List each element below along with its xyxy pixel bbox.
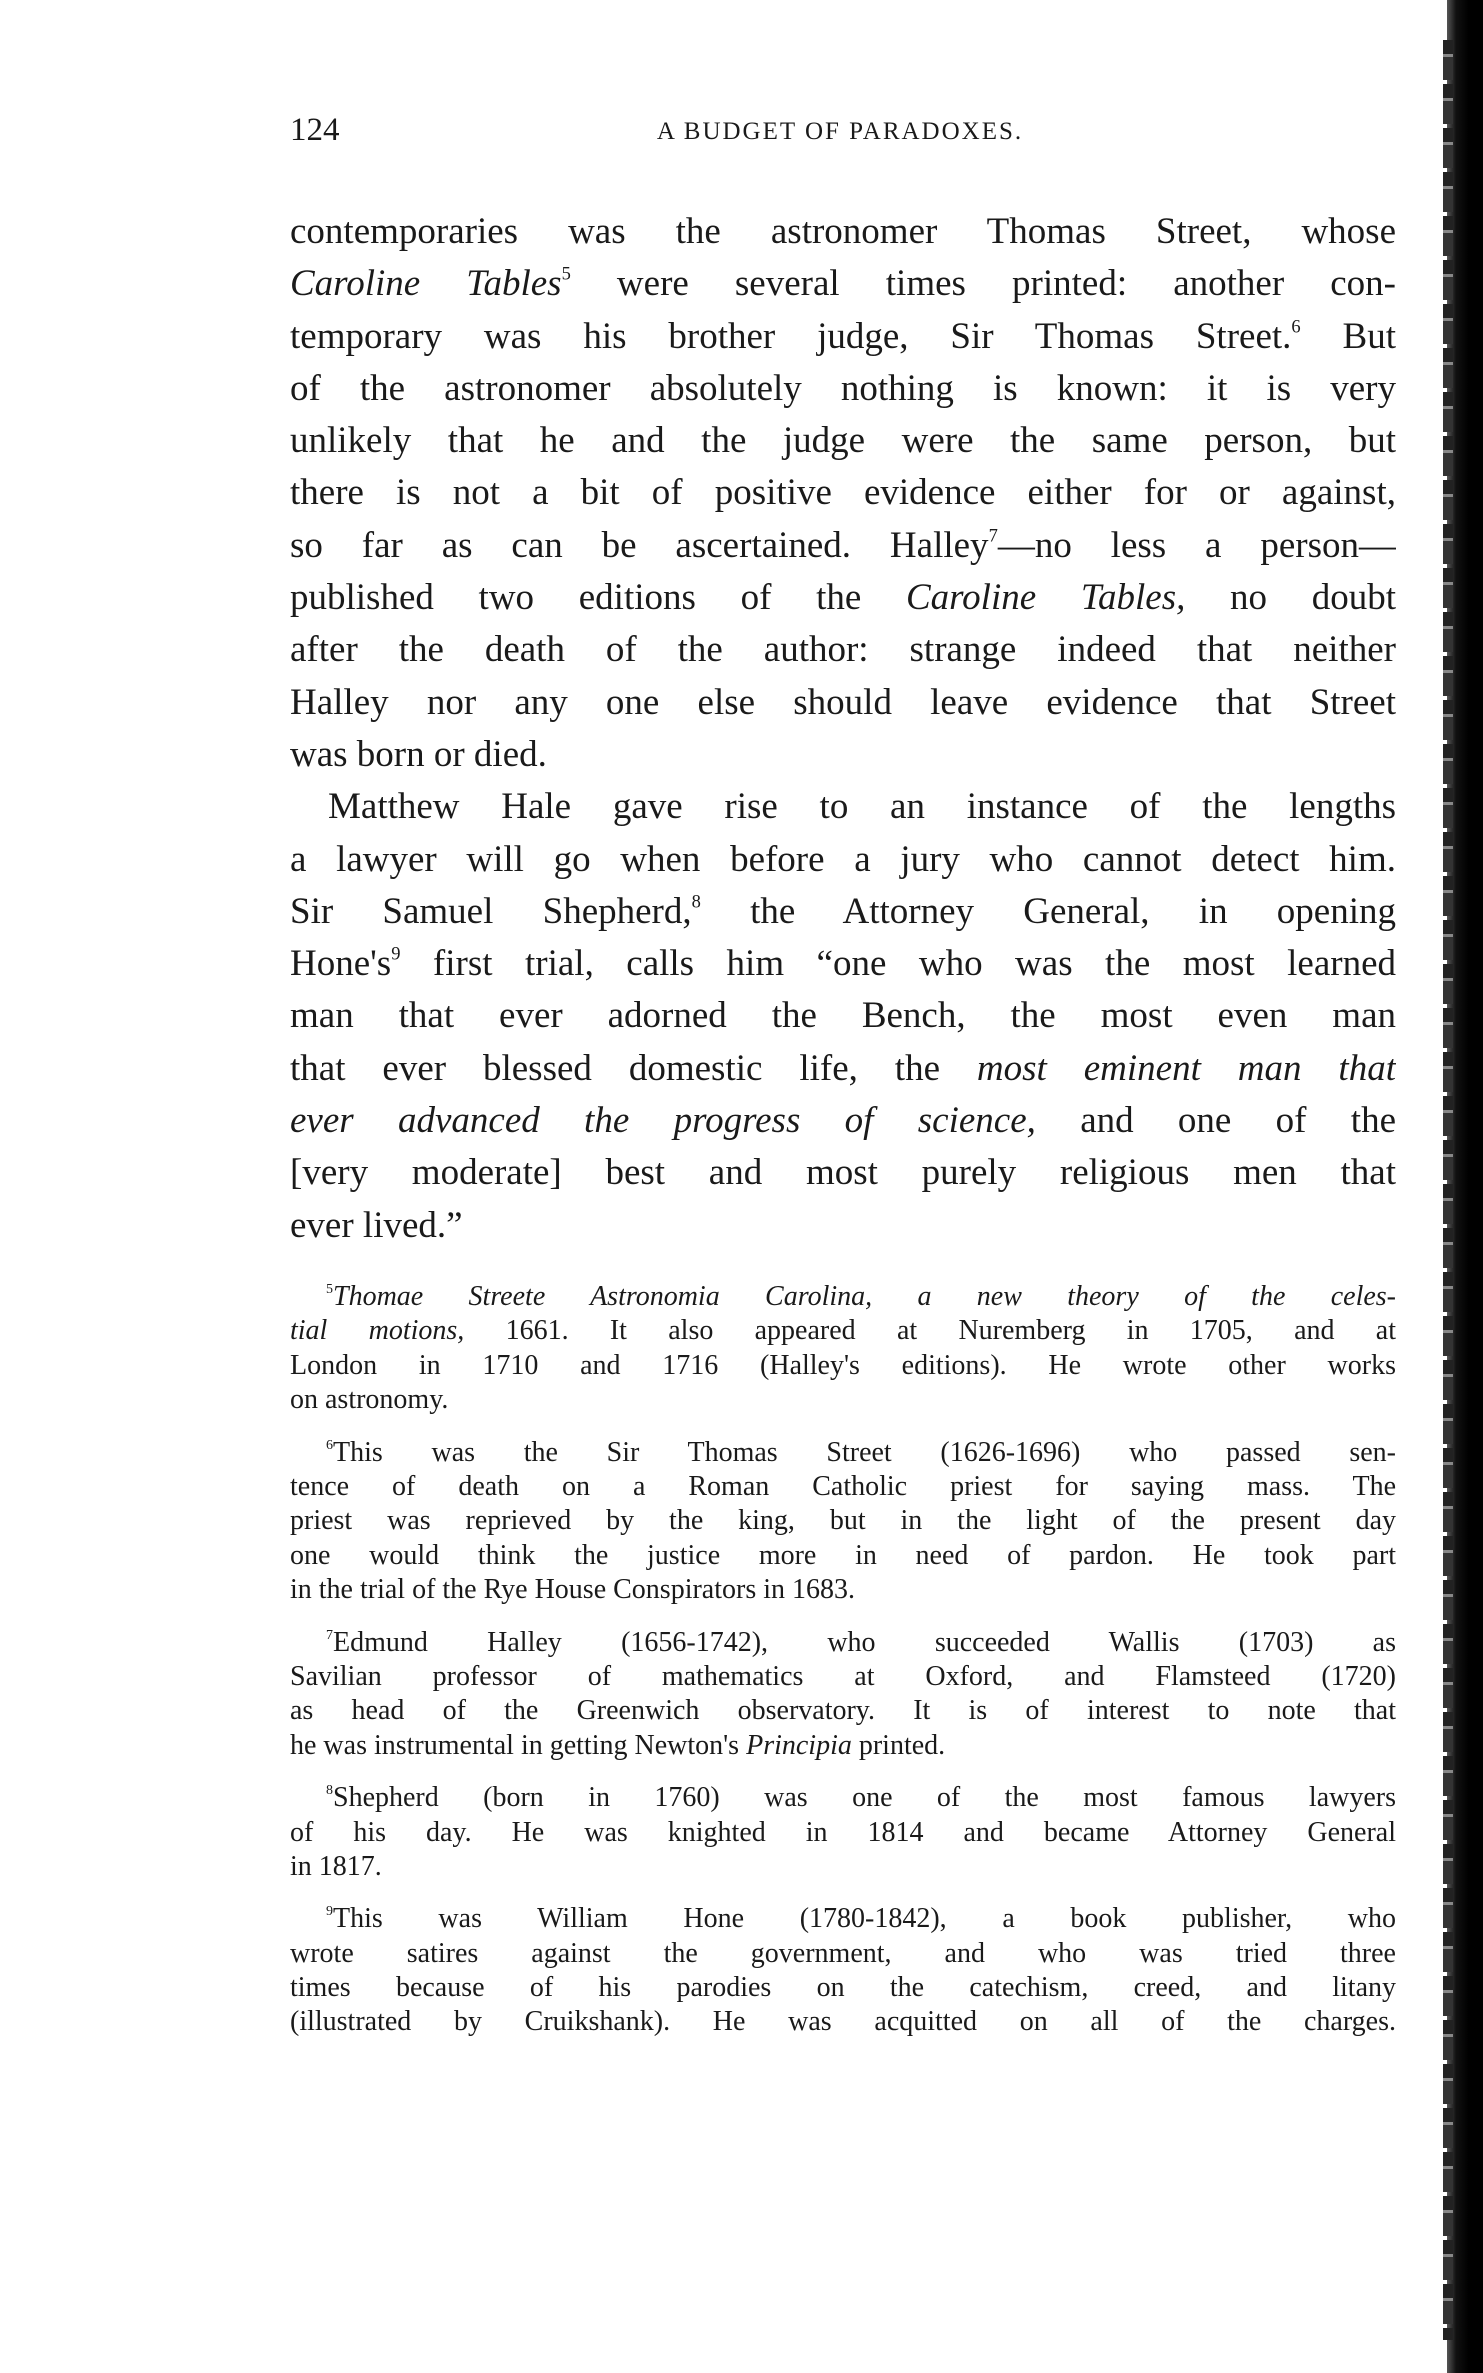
- text-segment: London in 1710 and 1716 (Halley's editions). He wrote other works: [290, 1349, 1396, 1381]
- text-line: [290, 1383, 1396, 1417]
- page-edge-texture: [1443, 40, 1453, 2340]
- text-segment: tence of death on a Roman Catholic priest for saying mass. The: [290, 1470, 1396, 1502]
- text-line: [290, 1200, 1396, 1252]
- text-segment: Matthew Hale gave rise to an instance of the lengths: [328, 786, 1396, 828]
- text-segment: temporary was his brother judge, Sir Thomas Street.: [290, 315, 1292, 357]
- italic-text: ever advanced the progress of science,: [290, 1100, 1036, 1142]
- text-line: [290, 1147, 1396, 1199]
- italic-text: Principia: [746, 1729, 852, 1761]
- text-line: [290, 1349, 1396, 1383]
- text-line: [290, 1436, 1396, 1470]
- text-line: [290, 2005, 1396, 2039]
- text-line: [290, 1573, 1396, 1607]
- footnote-marker: 7: [326, 1627, 333, 1643]
- text-segment: priest was reprieved by the king, but in the light of the present day: [290, 1505, 1396, 1537]
- text-line: [290, 1314, 1396, 1348]
- text-segment: was born or died.: [290, 733, 547, 775]
- text-segment: printed.: [851, 1729, 946, 1761]
- footnote-7: [290, 1626, 1396, 1764]
- text-segment: Halley nor any one else should leave evidence that Street: [290, 681, 1396, 723]
- text-segment: there is not a bit of positive evidence either for or against,: [290, 472, 1396, 514]
- footnote-marker: 5: [326, 1282, 333, 1298]
- italic-text: Caroline Tables,: [905, 577, 1186, 619]
- text-segment: But: [1300, 315, 1396, 357]
- text-line: [290, 729, 1396, 781]
- text-segment: ever lived.”: [290, 1204, 463, 1246]
- footnote-marker: 8: [691, 892, 701, 913]
- text-line: [290, 781, 1396, 833]
- text-line: [290, 1539, 1396, 1573]
- text-line: [290, 677, 1396, 729]
- text-segment: (illustrated by Cruikshank). He was acquitted on all of the charges.: [290, 2006, 1396, 2038]
- text-segment: he was instrumental in getting Newton's: [290, 1729, 747, 1761]
- text-line: [290, 520, 1396, 572]
- text-line: [290, 1095, 1396, 1147]
- text-segment: that ever blessed domestic life, the: [290, 1047, 977, 1089]
- text-segment: man that ever adorned the Bench, the most even man: [290, 995, 1396, 1037]
- text-segment: This was William Hone (1780-1842), a book publisher, who: [333, 1903, 1396, 1935]
- footnote-6: [290, 1436, 1396, 1608]
- text-segment: no doubt: [1185, 577, 1396, 619]
- text-segment: and one of the: [1035, 1100, 1396, 1142]
- text-line: [290, 415, 1396, 467]
- footnote-5: [290, 1280, 1396, 1418]
- text-line: [290, 1280, 1396, 1314]
- text-line: [290, 363, 1396, 415]
- italic-text: most eminent man that: [976, 1047, 1396, 1089]
- footnote-marker: 9: [326, 1904, 333, 1920]
- text-line: [290, 886, 1396, 938]
- text-segment: a lawyer will go when before a jury who cannot detect him.: [290, 838, 1396, 880]
- footnote-marker: 6: [326, 1437, 333, 1453]
- text-line: [290, 1729, 1396, 1763]
- text-segment: This was the Sir Thomas Street (1626-1696) who passed sen-: [333, 1436, 1396, 1468]
- text-segment: of the astronomer absolutely nothing is known: it is very: [290, 367, 1396, 409]
- text-segment: times because of his parodies on the catechism, creed, and litany: [290, 1972, 1396, 2004]
- text-segment: the Attorney General, in opening: [700, 890, 1396, 932]
- text-segment: unlikely that he and the judge were the same person, but: [290, 420, 1396, 462]
- text-line: [290, 1902, 1396, 1936]
- text-line: [290, 990, 1396, 1042]
- text-line: [290, 1937, 1396, 1971]
- text-segment: as head of the Greenwich observatory. It is of interest to note that: [290, 1695, 1396, 1727]
- text-line: [290, 1694, 1396, 1728]
- body-text: [290, 206, 1396, 1252]
- footnote-marker: 6: [1291, 316, 1301, 337]
- text-segment: in the trial of the Rye House Conspirators in 1683.: [290, 1574, 856, 1606]
- text-line: [290, 467, 1396, 519]
- text-line: [290, 1043, 1396, 1095]
- footnote-9: [290, 1902, 1396, 2040]
- text-line: [290, 624, 1396, 676]
- italic-text: Caroline Tables: [290, 263, 562, 305]
- text-segment: contemporaries was the astronomer Thomas Street, whose: [290, 211, 1396, 252]
- text-line: [290, 1816, 1396, 1850]
- text-segment: in 1817.: [290, 1850, 382, 1882]
- footnote-8: [290, 1781, 1396, 1884]
- text-line: [290, 572, 1396, 624]
- text-line: [290, 834, 1396, 886]
- text-line: [290, 1781, 1396, 1815]
- italic-text: tial motions,: [290, 1315, 465, 1347]
- text-line: [290, 1660, 1396, 1694]
- text-segment: Savilian professor of mathematics at Oxford, and Flamsteed (1720): [290, 1660, 1396, 1692]
- text-line: [290, 938, 1396, 990]
- text-segment: Edmund Halley (1656-1742), who succeeded Wallis (1703) as: [333, 1626, 1396, 1658]
- text-segment: so far as can be ascertained. Halley: [290, 524, 989, 566]
- footnotes: [290, 1280, 1396, 2058]
- footnote-marker: 9: [391, 944, 401, 965]
- footnote-marker: 5: [561, 264, 571, 285]
- text-segment: published two editions of the: [290, 577, 906, 619]
- text-segment: one would think the justice more in need of pardon. He took part: [290, 1539, 1396, 1571]
- footnote-marker: 8: [326, 1783, 333, 1799]
- text-line: [290, 258, 1396, 310]
- text-segment: —no less a person—: [997, 524, 1396, 566]
- text-segment: wrote satires against the government, and who was tried three: [290, 1937, 1396, 1969]
- text-segment: first trial, calls him “one who was the most learned: [400, 943, 1396, 985]
- text-line: [290, 311, 1396, 363]
- text-segment: 1661. It also appeared at Nuremberg in 1705, and at: [464, 1315, 1396, 1347]
- text-line: [290, 1504, 1396, 1538]
- text-segment: Hone's: [290, 943, 392, 985]
- footnote-marker: 7: [988, 526, 998, 547]
- text-line: [290, 1470, 1396, 1504]
- italic-text: Thomae Streete Astronomia Carolina, a new theory of the celes-: [333, 1281, 1396, 1312]
- page-number: 124: [290, 112, 340, 148]
- text-segment: Shepherd (born in 1760) was one of the most famous lawyers: [333, 1782, 1396, 1814]
- text-line: [290, 1626, 1396, 1660]
- running-title: A BUDGET OF PARADOXES.: [656, 118, 1024, 145]
- text-line: [290, 1971, 1396, 2005]
- text-segment: after the death of the author: strange indeed that neither: [290, 629, 1396, 671]
- text-segment: [very moderate] best and most purely religious men that: [290, 1152, 1396, 1194]
- text-line: [290, 1850, 1396, 1884]
- text-line: [290, 206, 1396, 258]
- text-segment: Sir Samuel Shepherd,: [290, 890, 692, 932]
- text-segment: were several times printed: another con-: [570, 263, 1396, 305]
- text-segment: of his day. He was knighted in 1814 and became Attorney General: [290, 1816, 1396, 1848]
- text-segment: on astronomy.: [290, 1384, 449, 1416]
